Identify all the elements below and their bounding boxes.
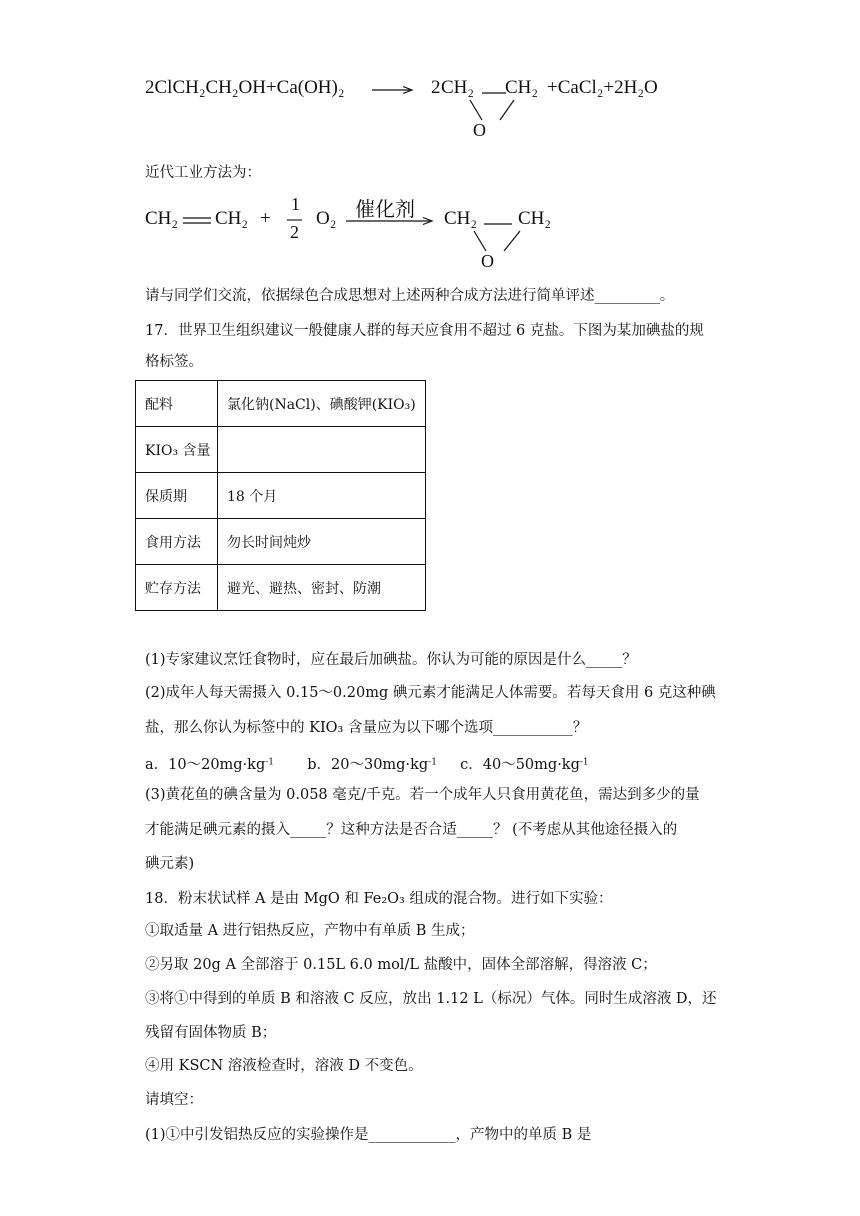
table-key: 贮存方法 (136, 565, 218, 611)
q17-part2-line2: 盐，那么你认为标签中的 KIO₃ 含量应为以下哪个选项___________？ (145, 720, 588, 736)
q18-step2: ②另取 20g A 全部溶于 0.15L 6.0 mol/L 盐酸中，固体全部溶解，得溶液 C； (145, 957, 657, 973)
q17-part3-line2: 才能满足碘元素的摄入_____？这种方法是否合适_____？ (不考虑从其他途径摄入的 (145, 822, 678, 838)
eq1-ring-oxygen: O (473, 120, 486, 140)
table-key: 配料 (136, 381, 218, 427)
q18-step4: ④用 KSCN 溶液检查时，溶液 D 不变色。 (145, 1058, 423, 1074)
eq2-ring-left: CH₂ (444, 208, 478, 229)
table-value (218, 427, 426, 473)
table-row (136, 473, 426, 519)
q18-stem: 18．粉末状试样 A 是由 MgO 和 Fe₂O₃ 组成的混合物。进行如下实验： (145, 891, 613, 907)
q18-fill-prompt: 请填空： (145, 1092, 203, 1108)
table-value: 避光、避热、密封、防潮 (218, 565, 426, 611)
eq2-reactant-ch2-right: CH₂ (215, 208, 249, 229)
eq1-ring-right: CH₂ (505, 77, 539, 98)
eq2-arrow (346, 214, 436, 228)
eq1-reactants: 2ClCH₂CH₂OH+Ca(OH)₂ (145, 77, 345, 98)
evaluate-prompt: 请与同学们交流，依据绿色合成思想对上述两种合成方法进行简单评述_________。 (145, 288, 675, 304)
q18-step3-line1: ③将①中得到的单质 B 和溶液 C 反应，放出 1.12 L（标况）气体。同时生成溶液 D，还 (145, 991, 717, 1007)
table-key: 保质期 (136, 473, 218, 519)
eq2-ring-oxygen: O (481, 251, 494, 271)
option-c: c．$40\sim 50mg\cdot kg^{-1}$ (460, 757, 589, 774)
table-row (136, 427, 426, 473)
q18-part1: (1)①中引发铝热反应的实验操作是____________，产物中的单质 B 是 (145, 1127, 592, 1143)
eq2-ring-right: CH₂ (518, 208, 552, 229)
table-row (136, 519, 426, 565)
eq1-coefficient: 2 (431, 77, 441, 98)
q17-part3-line3: 碘元素) (145, 856, 195, 872)
salt-label-table (135, 380, 426, 611)
table-value: 氯化钠(NaCl)、碘酸钾(KIO₃) (218, 381, 426, 427)
eq2-oxygen: O₂ (316, 208, 337, 229)
q17-part2-line1: (2)成年人每天需摄入 0.15～0.20mg 碘元素才能满足人体需要。若每天食用 6 克这种碘 (145, 685, 716, 701)
q18-step3-line2: 残留有固体物质 B； (145, 1025, 277, 1041)
eq2-plus: + (260, 208, 271, 229)
q17-part1: (1)专家建议烹饪食物时，应在最后加碘盐。你认为可能的原因是什么_____？ (145, 652, 637, 668)
option-b: b．$20\sim 30mg\cdot kg^{-1}$ (307, 757, 437, 774)
eq2-fraction-numerator: 1 (291, 194, 300, 214)
eq2-fraction-denominator: 2 (290, 222, 299, 242)
table-value: 18 个月 (218, 473, 426, 519)
table-row (136, 565, 426, 611)
table-key: 食用方法 (136, 519, 218, 565)
q17-options (145, 753, 589, 775)
table-key: KIO₃ 含量 (136, 427, 218, 473)
q18-step1: ①取适量 A 进行铝热反应，产物中有单质 B 生成； (145, 923, 475, 939)
table-value: 勿长时间炖炒 (218, 519, 426, 565)
q17-stem-line1: 17．世界卫生组织建议一般健康人群的每天应食用不超过 6 克盐。下图为某加碘盐的规 (145, 323, 704, 339)
q17-stem-line2: 格标签。 (145, 354, 203, 370)
eq1-products: +CaCl₂+2H₂O (547, 77, 658, 98)
modern-method-intro: 近代工业方法为： (145, 165, 261, 181)
table-row (136, 381, 426, 427)
q17-part3-line1: (3)黄花鱼的碘含量为 0.058 毫克/千克。若一个成年人只食用黄花鱼，需达到多少的量 (145, 787, 700, 803)
eq1-arrow (372, 83, 414, 97)
eq2-double-bond (183, 215, 213, 227)
option-a: a．$10\sim 20mg\cdot kg^{-1}$ (145, 757, 275, 774)
eq2-catalyst-label: 催化剂 (355, 197, 415, 221)
eq2-reactant-ch2-left: CH₂ (145, 208, 179, 229)
eq1-ring-left: CH₂ (441, 77, 475, 98)
